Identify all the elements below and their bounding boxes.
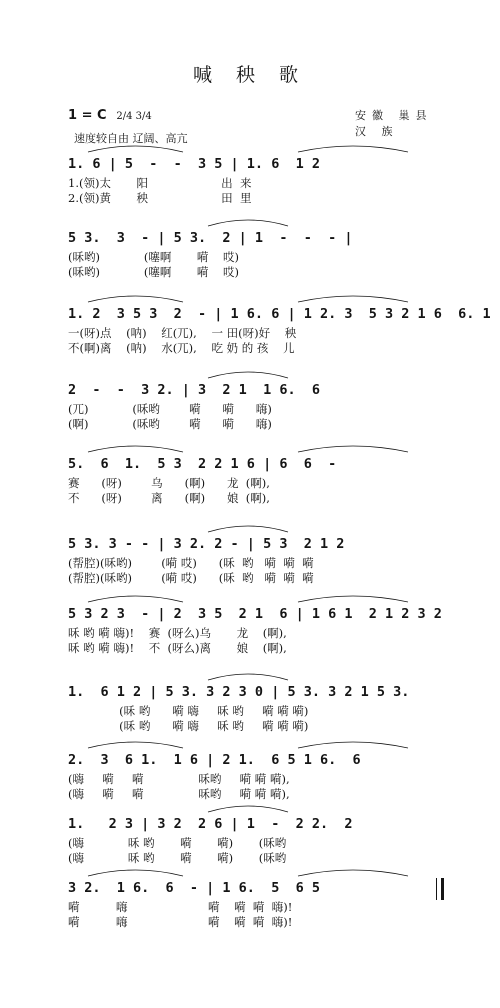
slur-arc [208, 526, 288, 532]
notation-line: 1. 2 3 | 3 2 2 6 | 1 - 2 2. 2 [68, 812, 440, 836]
notation-line: 1. 6 | 5 - - 3 5 | 1. 6 1 2 [68, 152, 440, 176]
lyric-verse-2: (啊) (咊哟 嗬 嗬 嗨) [68, 417, 272, 431]
slur-arc [88, 742, 183, 748]
slur-arc [88, 296, 183, 302]
notation-line: 2. 3 6 1. 1 6 | 2 1. 6 5 1 6. 6 [68, 748, 440, 772]
score-system [68, 452, 440, 506]
lyric-verse-2: (嗨 咊 哟 嗬 嗬) (咊哟 [68, 851, 287, 865]
lyric-verse-1: (咊 哟 嗬 嗨 咊 哟 嗬 嗬 嗬) [68, 704, 309, 718]
lyric-verse-2: 不(啊)离 (呐) 水(兀), 吃 奶 的 孩 儿 [68, 341, 295, 355]
slur-marks [68, 212, 440, 232]
origin-region: 安徽 巢县 [355, 109, 433, 122]
lyric-verse-1: (嗨 咊 哟 嗬 嗬) (咊哟 [68, 836, 287, 850]
slur-marks [68, 518, 440, 538]
score-system [68, 876, 440, 930]
slur-marks [68, 438, 440, 458]
notation-line: 3 2. 1 6. 6 - | 1 6. 5 6 5 [68, 876, 440, 900]
slur-arc [208, 220, 288, 226]
slur-arc [88, 596, 183, 602]
lyric-verse-1: (咊哟) (噻啊 嗬 哎) [68, 250, 240, 264]
lyric-verse-2: (帮腔)(咊哟) (嗬 哎) (咊 哟 嗬 嗬 嗬 [68, 571, 314, 585]
slur-arc [298, 596, 408, 602]
score-system [68, 152, 440, 206]
slur-arc [88, 146, 183, 152]
slur-marks [68, 588, 440, 608]
slur-arc [298, 870, 408, 876]
notation-line: 1. 2 3 5 3 2 - | 1 6. 6 | 1 2. 3 5 3 2 1 6 6. 1 [68, 302, 440, 326]
notation-line: 2 - - 3 2. | 3 2 1 1 6. 6 [68, 378, 440, 402]
slur-marks [68, 138, 440, 158]
lyric-verse-2: 不 (呀) 离 (啊) 娘 (啊), [68, 491, 270, 505]
notation-line: 5 3 2 3 - | 2 3 5 2 1 6 | 1 6 1 2 1 2 3 2 [68, 602, 440, 626]
tempo-marking: 速度较自由 辽阔、高亢 [74, 132, 188, 145]
lyric-verse-1: 嗬 嗨 嗬 嗬 嗬 嗨)! [68, 900, 293, 914]
notation-line: 5 3. 3 - - | 3 2. 2 - | 5 3 2 1 2 [68, 532, 440, 556]
lyric-verse-2: (咊 哟 嗬 嗨 咊 哟 嗬 嗬 嗬) [68, 719, 309, 733]
notation-line: 5. 6 1. 5 3 2 2 1 6 | 6 6 - [68, 452, 440, 476]
origin-ethnicity: 汉 族 [355, 125, 399, 138]
score-system [68, 532, 440, 586]
slur-marks [68, 734, 440, 754]
origin-info [355, 108, 433, 140]
slur-marks [68, 666, 440, 686]
slur-marks [68, 862, 440, 882]
meter-label: 2/4 3/4 [116, 111, 152, 122]
score-system [68, 302, 491, 356]
lyric-verse-2: (咊哟) (噻啊 嗬 哎) [68, 265, 240, 279]
key-label: 1 = C [68, 108, 107, 123]
slur-marks [68, 364, 440, 384]
lyric-verse-1: 一(呀)点 (呐) 红(兀), 一 田(呀)好 秧 [68, 326, 297, 340]
lyric-verse-1: (帮腔)(咊哟) (嗬 哎) (咊 哟 嗬 嗬 嗬 [68, 556, 314, 570]
notation-line: 5 3. 3 - | 5 3. 2 | 1 - - - | [68, 226, 440, 250]
slur-marks [68, 288, 440, 308]
slur-arc [298, 446, 408, 452]
slur-arc [88, 446, 183, 452]
final-barline [436, 878, 444, 900]
lyric-verse-2: 2.(领)黄 秧 田 里 [68, 191, 252, 205]
key-signature [68, 108, 152, 123]
lyric-verse-2: 咊 哟 嗬 嗨)! 不 (呀么)离 娘 (啊), [68, 641, 287, 655]
score-system [68, 680, 440, 734]
slur-arc [208, 674, 288, 680]
slur-arc [298, 296, 408, 302]
slur-arc [298, 742, 408, 748]
lyric-verse-2: (嗨 嗬 嗬 咊哟 嗬 嗬 嗬), [68, 787, 290, 801]
score-system [68, 748, 440, 802]
lyric-verse-1: (兀) (咊哟 嗬 嗬 嗨) [68, 402, 272, 416]
slur-arc [88, 870, 183, 876]
slur-arc [208, 372, 288, 378]
score-system [68, 226, 440, 280]
song-title: 喊 秧 歌 [192, 64, 308, 86]
slur-arc [298, 146, 408, 152]
lyric-verse-2: 嗬 嗨 嗬 嗬 嗬 嗨)! [68, 915, 293, 929]
slur-marks [68, 798, 440, 818]
lyric-verse-1: 咊 哟 嗬 嗨)! 赛 (呀么)乌 龙 (啊), [68, 626, 287, 640]
score-system [68, 812, 440, 866]
slur-arc [208, 806, 288, 812]
score-system [68, 378, 440, 432]
lyric-verse-1: (嗨 嗬 嗬 咊哟 嗬 嗬 嗬), [68, 772, 290, 786]
score-system [68, 602, 440, 656]
notation-line: 1. 6 1 2 | 5 3. 3 2 3 0 | 5 3. 3 2 1 5 3. [68, 680, 440, 704]
lyric-verse-1: 1.(领)太 阳 出 来 [68, 176, 252, 190]
lyric-verse-1: 赛 (呀) 乌 (啊) 龙 (啊), [68, 476, 270, 490]
